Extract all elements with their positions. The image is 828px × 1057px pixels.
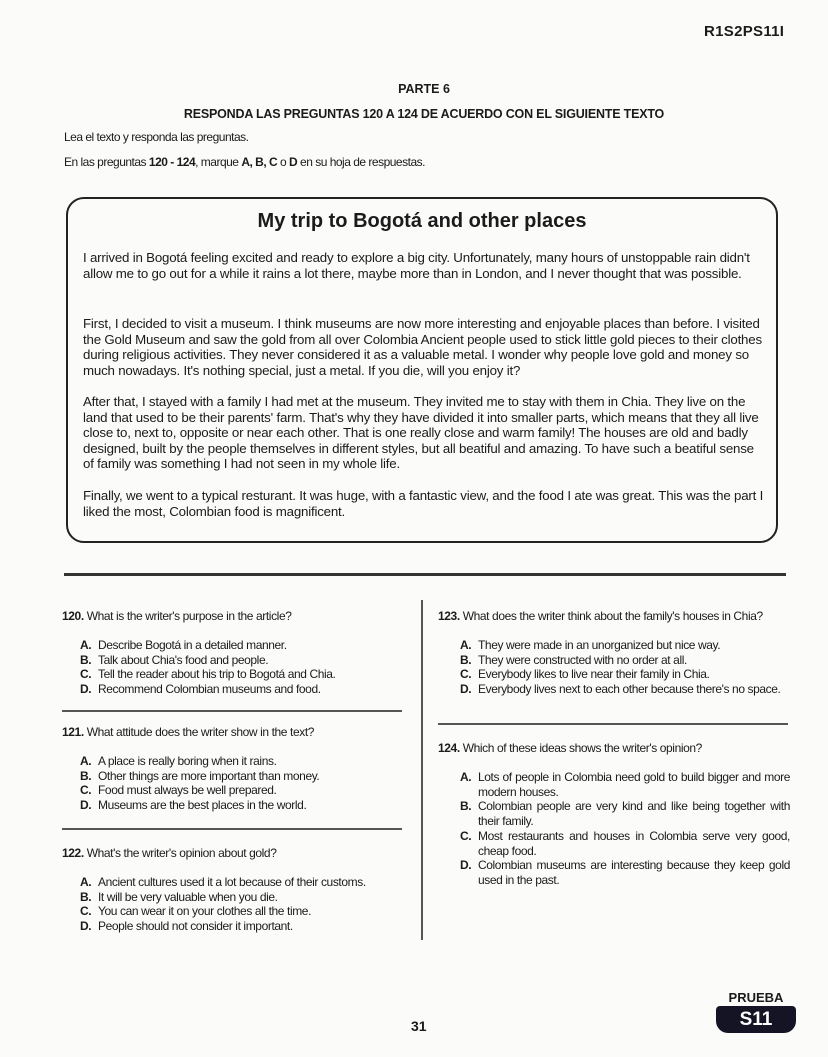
option-letter: D. (460, 682, 472, 697)
answer-option[interactable] (80, 682, 402, 697)
story-paragraph: I arrived in Bogotá feeling excited and ready to explore a big city. Unfortunately, many hours of unstoppable rain didn't allow me to go out for a while it rains a lot there, maybe more than in London, and I never thought that was possible. (83, 250, 750, 281)
document-code: R1S2PS11I (704, 23, 785, 40)
answer-option[interactable] (460, 638, 790, 653)
question-number: 121. (62, 725, 84, 739)
question-number: 124. (438, 741, 460, 755)
option-text: Colombian people are very kind and like being together with their family. (478, 799, 790, 829)
answer-option[interactable] (460, 829, 790, 858)
question-divider (62, 710, 402, 712)
option-letter: A. (80, 875, 92, 889)
option-text: Most restaurants and houses in Colombia serve very good, cheap food. (478, 828, 790, 858)
option-text: Tell the reader about his trip to Bogotá and Chia. (98, 667, 336, 682)
answer-option[interactable] (460, 682, 790, 697)
question-divider (62, 828, 402, 830)
option-letter: C. (80, 667, 92, 682)
answer-option[interactable] (460, 667, 790, 682)
option-text: Recommend Colombian museums and food. (98, 682, 321, 697)
option-letter: B. (80, 889, 92, 904)
instruction-mark (64, 155, 425, 169)
answer-option[interactable] (80, 638, 402, 653)
answer-option[interactable] (80, 890, 402, 905)
option-letter: D. (80, 798, 92, 813)
test-badge: S11 (716, 1006, 796, 1033)
instruction-text: En las preguntas (64, 155, 149, 169)
question-text: What is the writer's purpose in the article? (86, 609, 292, 623)
story-title: My trip to Bogotá and other places (257, 210, 587, 232)
question-121 (62, 725, 402, 813)
question-text: What's the writer's opinion about gold? (86, 846, 277, 860)
option-letter: C. (80, 783, 92, 798)
question-123 (438, 609, 790, 697)
option-text: You can wear it on your clothes all the time. (98, 904, 312, 919)
option-letter: B. (460, 652, 472, 667)
instruction-letter-d: D (289, 155, 298, 169)
instruction-title: RESPONDA LAS PREGUNTAS 120 A 124 DE ACUERDO CON EL SIGUIENTE TEXTO (183, 107, 665, 121)
option-text: Everybody likes to live near their family in Chia. (478, 667, 710, 682)
answer-option[interactable] (460, 858, 790, 887)
option-letter: A. (460, 770, 472, 784)
question-divider (438, 723, 788, 725)
answer-option[interactable] (80, 875, 402, 890)
option-letter: A. (80, 754, 92, 768)
option-text: They were made in an unorganized but nice way. (478, 638, 721, 652)
question-124 (438, 741, 790, 888)
answer-option[interactable] (80, 919, 402, 934)
option-text: Ancient cultures used it a lot because of their customs. (98, 875, 366, 889)
answer-option[interactable] (460, 799, 790, 828)
instruction-letters: A, B, C (241, 155, 278, 169)
answer-option[interactable] (80, 783, 402, 798)
column-divider (421, 600, 423, 940)
option-letter: A. (80, 638, 92, 652)
test-label: PRUEBA (728, 990, 784, 1005)
option-letter: D. (80, 682, 92, 697)
answer-option[interactable] (80, 904, 402, 919)
option-text: A place is really boring when it rains. (98, 754, 277, 768)
section-title: PARTE 6 (398, 82, 450, 96)
option-letter: C. (460, 667, 472, 682)
option-text: Other things are more important than money. (98, 768, 320, 783)
story-paragraph: After that, I stayed with a family I had met at the museum. They invited me to stay with them in Chia. They live on the land that used to be their parents' farm. That's why they have divided it into smaller parts, which means that they all live close to, next to, opposite or near each other. That is one really close and warm family! The houses are old and badly designed, built by the people themselves in different styles, but all beatiful and amazing. To have such a beatiful sense of family was something I had not seen in my whole life. (83, 394, 759, 472)
option-letter: B. (460, 799, 472, 814)
answer-option[interactable] (80, 769, 402, 784)
option-text: Museums are the best places in the world. (98, 798, 307, 813)
option-text: People should not consider it important. (98, 919, 293, 934)
option-letter: D. (80, 919, 92, 934)
option-text: Talk about Chia's food and people. (98, 652, 269, 667)
option-letter: B. (80, 768, 92, 783)
question-number: 123. (438, 609, 460, 623)
option-letter: C. (80, 904, 92, 919)
story-paragraph: Finally, we went to a typical resturant. It was huge, with a fantastic view, and the food I ate was great. This was the part I liked the most, Colombian food is magnificent. (83, 488, 764, 519)
option-text: It will be very valuable when you die. (98, 889, 278, 904)
question-120 (62, 609, 402, 697)
option-text: Everybody lives next to each other because there's no space. (478, 682, 781, 697)
option-text: Food must always be well prepared. (98, 783, 277, 798)
option-text: Colombian museums are interesting because they keep gold used in the past. (478, 858, 790, 887)
option-text: They were constructed with no order at all. (478, 652, 687, 667)
question-122 (62, 846, 402, 934)
question-number: 122. (62, 846, 84, 860)
option-text: Describe Bogotá in a detailed manner. (98, 638, 287, 652)
instruction-text: , marque (195, 155, 242, 169)
answer-option[interactable] (80, 667, 402, 682)
option-letter: B. (80, 652, 92, 667)
option-text: Lots of people in Colombia need gold to build bigger and more modern houses. (478, 770, 790, 799)
page-number: 31 (411, 1018, 427, 1034)
instruction-read: Lea el texto y responda las preguntas. (64, 130, 249, 144)
answer-option[interactable] (80, 754, 402, 769)
question-text: What does the writer think about the family's houses in Chia? (462, 609, 763, 623)
answer-option[interactable] (460, 770, 790, 799)
option-letter: C. (460, 828, 472, 843)
question-text: Which of these ideas shows the writer's opinion? (462, 741, 702, 755)
instruction-text: en su hoja de respuestas. (297, 155, 425, 169)
option-letter: D. (460, 858, 472, 873)
answer-option[interactable] (80, 653, 402, 668)
option-letter: A. (460, 638, 472, 652)
question-text: What attitude does the writer show in the text? (86, 725, 315, 739)
question-number: 120. (62, 609, 84, 623)
answer-option[interactable] (460, 653, 790, 668)
section-divider (64, 573, 786, 576)
answer-option[interactable] (80, 798, 402, 813)
story-paragraph: First, I decided to visit a museum. I think museums are now more interesting and enjoyable places than before. I visited the Gold Museum and saw the gold from all over Colombia Ancient people used to stick little gold pieces to their clothes during religious activities. They never considered it as a valuable metal. I wonder why people love gold and money so much nowadays. It's nothing special, just a metal. If you die, will you enjoy it? (83, 316, 762, 378)
instruction-range: 120 - 124 (148, 155, 196, 169)
instruction-text: o (277, 155, 290, 169)
